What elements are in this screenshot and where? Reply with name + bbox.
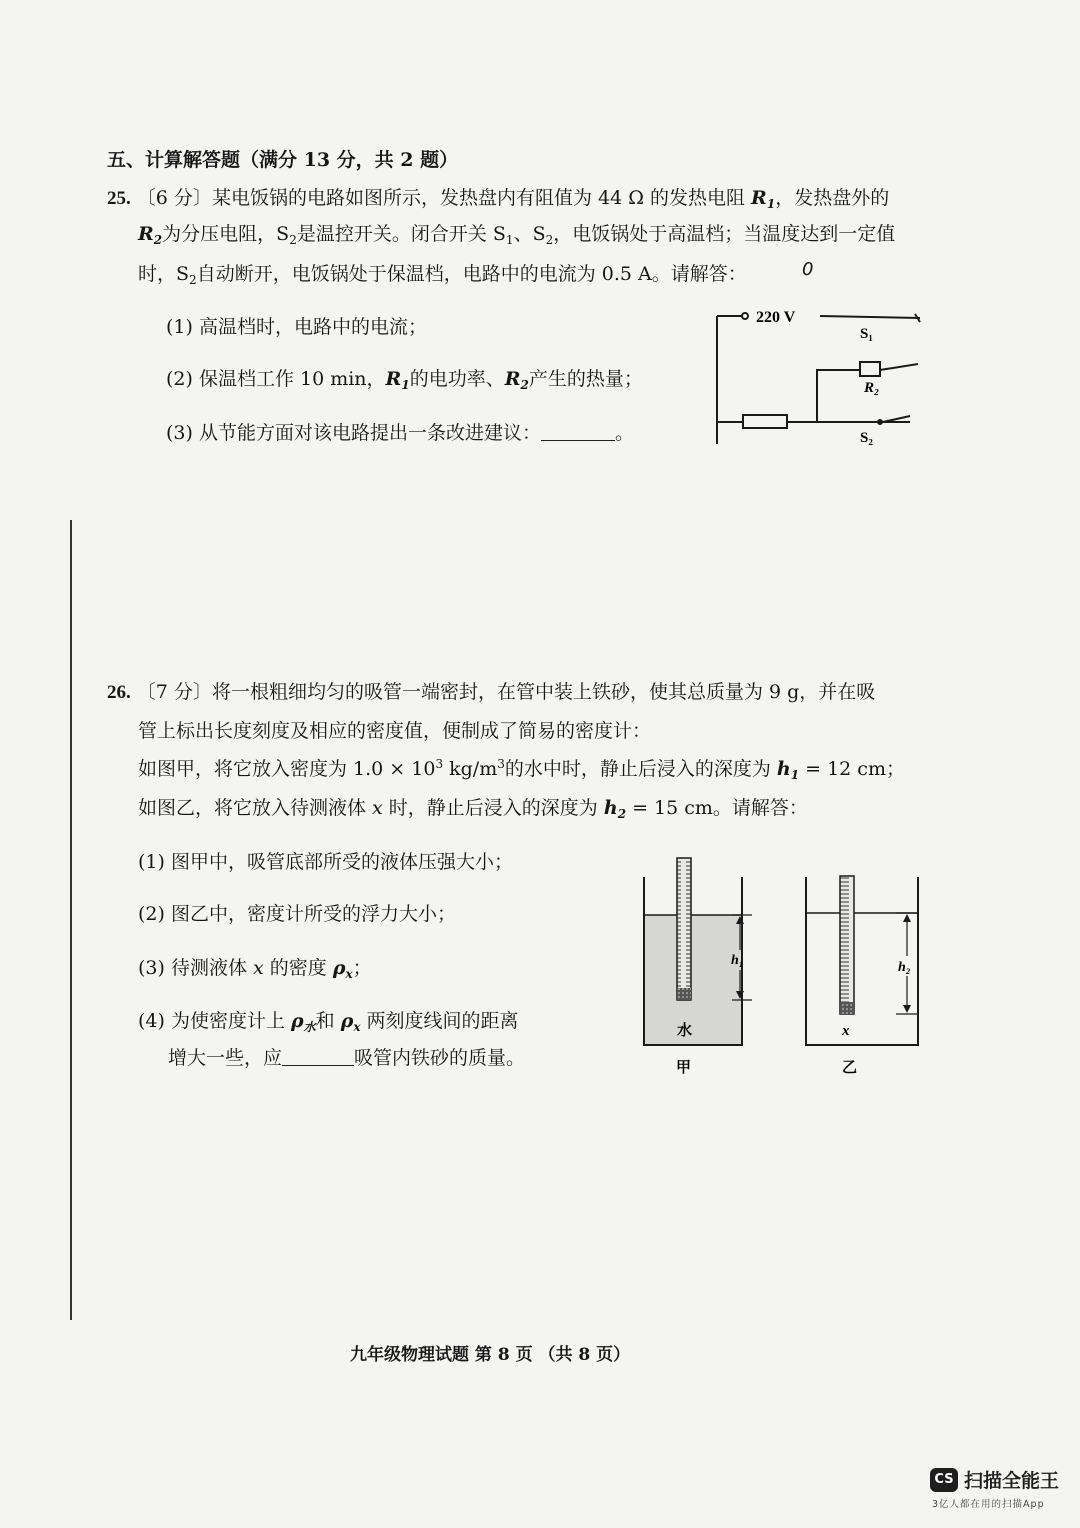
var-r1b: $R_1$	[385, 368, 410, 392]
var-s1-s2: $S_1$、$S_2$	[492, 223, 554, 247]
binding-margin-line	[70, 520, 72, 1320]
r2-lead	[880, 364, 918, 370]
circuit-diagram	[710, 298, 930, 448]
q26-sub3-a: (3) 待测液体	[138, 957, 253, 979]
q25-intro-a: 某电饭锅的电路如图所示，发热盘内有阻值为 44 Ω 的发热电阻	[211, 187, 752, 209]
var-h1: $h_1$	[776, 758, 800, 782]
q26-points: 〔7 分〕	[136, 681, 212, 703]
middle-branch	[817, 370, 860, 422]
watermark-title: 扫描全能王	[964, 1470, 1060, 1492]
q26-line4-c: = 15 cm。请解答：	[626, 797, 808, 819]
q26-intro-a: 将一根粗细均匀的吸管一端密封，在管中装上铁砂，使其总质量为 9 g，并在吸	[211, 681, 876, 703]
var-r2b: $R_2$	[504, 368, 529, 392]
label-h2: h₂	[898, 960, 911, 975]
q26-sub3-b: 的密度	[263, 957, 333, 979]
var-x2: x	[253, 957, 264, 979]
label-s1: S₁	[860, 326, 873, 342]
q25-line2-b: 是温控开关。闭合开关	[296, 223, 493, 245]
label-h1: h₁	[731, 953, 744, 968]
q25-number: 25.	[107, 188, 131, 209]
var-rho-x2: $\rho_x$	[340, 1010, 361, 1034]
watermark-logo: CS	[930, 1468, 958, 1492]
q26-sub4-b: 和	[315, 1010, 341, 1032]
page-footer: 九年级物理试题 第 8 页 （共 8 页）	[350, 1345, 631, 1365]
q25-sub3-a: (3) 从节能方面对该电路提出一条改进建议：	[166, 422, 541, 444]
q25-sub2-a: (2) 保温档工作 10 min，	[166, 368, 386, 390]
scanner-watermark	[930, 1466, 1070, 1514]
caption-jia: 甲	[676, 1060, 692, 1076]
pencil-mark: 0	[802, 259, 814, 280]
var-x: x	[372, 797, 383, 819]
var-rho-x: $\rho_x$	[332, 957, 353, 981]
q26-line3-b: kg/m	[443, 758, 498, 780]
beaker-left	[644, 858, 752, 1076]
exp-3b: 3	[497, 757, 505, 771]
q26-sub4-e: 吸管内铁砂的质量。	[354, 1047, 526, 1069]
q25-line-2	[138, 222, 895, 246]
q26-sub-3	[138, 956, 372, 980]
voltage-label: 220 V	[756, 309, 796, 326]
q25-sub-3	[166, 421, 634, 445]
q25-points: 〔6 分〕	[136, 187, 212, 209]
answer-blank-25-3[interactable]	[541, 422, 615, 441]
answer-blank-26-4[interactable]	[282, 1047, 354, 1066]
resistor-r1-box	[743, 415, 787, 428]
var-rho-water: $\rho_水$	[291, 1010, 316, 1034]
q25-intro-b: ，发热盘外的	[775, 187, 890, 209]
exp-3a: 3	[435, 757, 444, 771]
q26-line-2: 管上标出长度刻度及相应的密度值，便制成了简易的密度计：	[138, 720, 652, 742]
resistor-r2-box	[860, 362, 880, 376]
caption-yi: 乙	[842, 1060, 858, 1076]
q26-line-3	[138, 757, 905, 781]
q26-line-1	[107, 680, 875, 705]
q26-line4-a: 如图乙，将它放入待测液体	[138, 797, 373, 819]
q26-sub-2: (2) 图乙中，密度计所受的浮力大小；	[138, 903, 456, 925]
q26-sub-4	[138, 1009, 519, 1033]
var-s2: $S_2$	[276, 223, 297, 247]
top-wire	[820, 316, 920, 318]
water-fill	[644, 915, 742, 1045]
q25-line-3	[138, 262, 747, 286]
q26-line4-b: 时，静止后浸入的深度为	[382, 797, 604, 819]
section-title: 五、计算解答题（满分 13 分，共 2 题）	[107, 149, 459, 171]
q26-sub4-a: (4) 为使密度计上	[138, 1010, 291, 1032]
q26-sub4-d: 增大一些，应	[168, 1047, 283, 1069]
var-s2b: $S_2$	[176, 263, 197, 287]
q26-sub-1: (1) 图甲中，吸管底部所受的液体压强大小；	[138, 851, 513, 873]
q25-line3-b: 自动断开，电饭锅处于保温档，电路中的电流为 0.5 A。请解答：	[196, 263, 747, 285]
label-x: x	[842, 1023, 850, 1039]
q26-line3-d: = 12 cm；	[799, 758, 905, 780]
q26-line-4	[138, 796, 808, 820]
var-h2: $h_2$	[603, 797, 627, 821]
q26-sub4-c: 两刻度线间的距离	[360, 1010, 519, 1032]
hydrometer-right	[840, 876, 854, 1014]
var-r2: $R_2$	[138, 223, 163, 247]
q25-sub2-c: 产生的热量；	[528, 368, 643, 390]
q26-sub3-c: ；	[352, 957, 372, 979]
watermark-subtitle: 3亿人都在用的扫描App	[932, 1499, 1045, 1510]
q25-line2-c: ，电饭锅处于高温档；当温度达到一定值	[553, 223, 896, 245]
iron-sand-left	[677, 988, 691, 1000]
beaker-right	[806, 876, 918, 1076]
label-s2: S₂	[860, 430, 873, 446]
q25-line3-a: 时，	[138, 263, 177, 285]
q25-line-1	[107, 186, 889, 211]
terminal-left	[742, 313, 748, 319]
q26-line3-c: 的水中时，静止后浸入的深度为	[504, 758, 777, 780]
q26-number: 26.	[107, 682, 131, 703]
q25-sub2-b: 的电功率、	[409, 368, 505, 390]
q26-line3-a: 如图甲，将它放入密度为 1.0 × 10	[138, 758, 436, 780]
q26-sub-4-cont	[168, 1046, 525, 1070]
iron-sand-right	[840, 1002, 854, 1014]
label-r2: R₂	[864, 380, 880, 396]
q25-sub3-b: 。	[614, 422, 634, 444]
q25-sub-2	[166, 367, 643, 391]
label-water: 水	[677, 1023, 693, 1039]
hydrometer-left	[677, 858, 691, 1000]
q25-line2-a: 为分压电阻，	[162, 223, 277, 245]
q25-sub-1: (1) 高温档时，电路中的电流；	[166, 316, 427, 338]
hydrometer-diagrams	[630, 852, 930, 1082]
var-r1: $R_1$	[751, 187, 776, 211]
